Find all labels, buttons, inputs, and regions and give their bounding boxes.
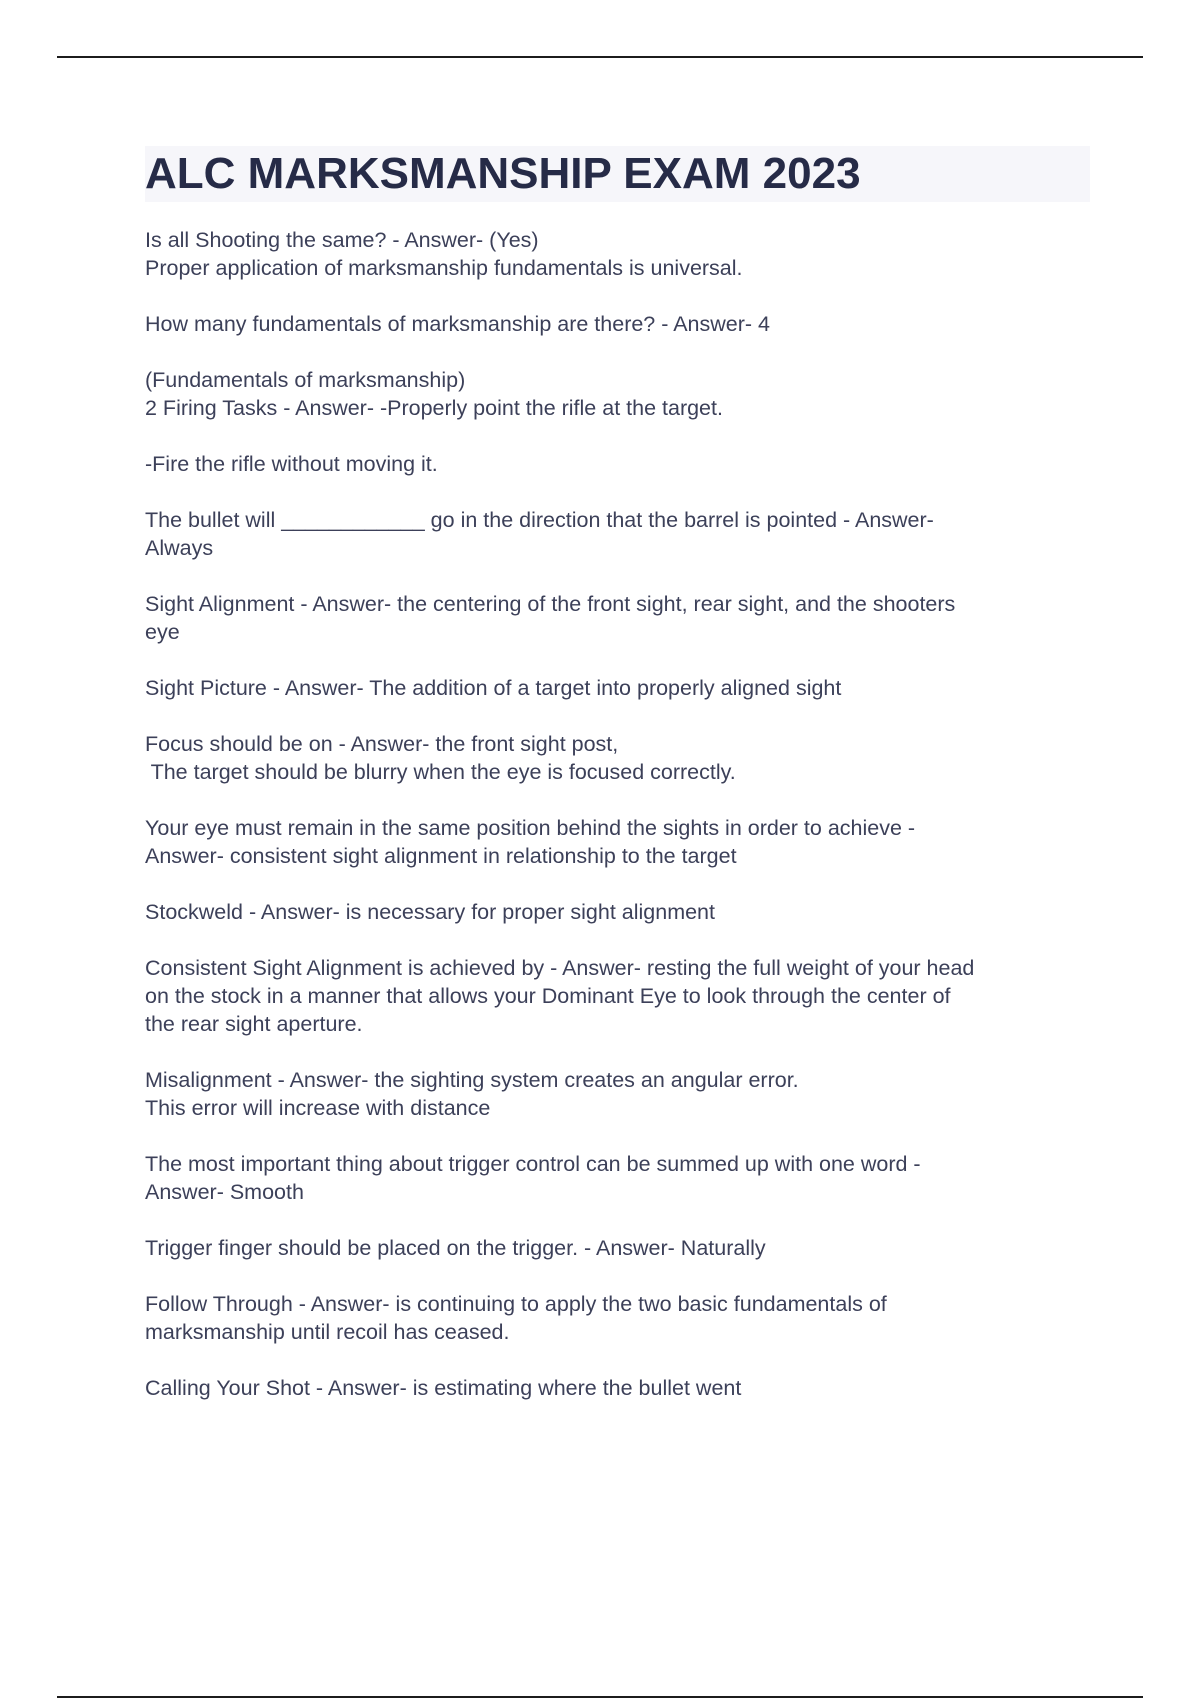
entry-line: Always	[145, 536, 214, 560]
qa-entry-9	[145, 814, 1090, 870]
entry-line: The bullet will ____________ go in the direction that the barrel is pointed - Answer-	[145, 508, 934, 532]
qa-entry-4	[145, 450, 1090, 478]
entry-line: (Fundamentals of marksmanship)	[145, 368, 466, 392]
title-band	[145, 146, 1090, 202]
qa-entry-14	[145, 1234, 1090, 1262]
entry-line: Consistent Sight Alignment is achieved by - Answer- resting the full weight of your head	[145, 956, 975, 980]
page-title: ALC MARKSMANSHIP EXAM 2023	[145, 149, 861, 198]
entry-line: Focus should be on - Answer- the front sight post,	[145, 732, 619, 756]
entry-line: Trigger finger should be placed on the trigger. - Answer- Naturally	[145, 1236, 766, 1260]
entry-line: Is all Shooting the same? - Answer- (Yes)	[145, 228, 539, 252]
qa-entry-15	[145, 1290, 1090, 1346]
qa-entry-12	[145, 1066, 1090, 1122]
entry-line: Sight Picture - Answer- The addition of a target into properly aligned sight	[145, 676, 842, 700]
entry-line: Sight Alignment - Answer- the centering of the front sight, rear sight, and the shooters	[145, 592, 956, 616]
entry-line: on the stock in a manner that allows your Dominant Eye to look through the center of	[145, 984, 951, 1008]
document-body	[145, 146, 1090, 1430]
entry-line: the rear sight aperture.	[145, 1012, 363, 1036]
bottom-rule	[57, 1696, 1143, 1698]
entry-line: Misalignment - Answer- the sighting system creates an angular error.	[145, 1068, 799, 1092]
qa-entry-1	[145, 226, 1090, 282]
entry-line: -Fire the rifle without moving it.	[145, 452, 438, 476]
entry-line: The most important thing about trigger control can be summed up with one word -	[145, 1152, 921, 1176]
entry-line: How many fundamentals of marksmanship are there? - Answer- 4	[145, 312, 770, 336]
entry-line: This error will increase with distance	[145, 1096, 491, 1120]
qa-entry-3	[145, 366, 1090, 422]
qa-entry-16	[145, 1374, 1090, 1402]
qa-entry-5	[145, 506, 1090, 562]
entry-line: 2 Firing Tasks - Answer- -Properly point the rifle at the target.	[145, 396, 723, 420]
entry-line: eye	[145, 620, 180, 644]
entry-line: Answer- consistent sight alignment in relationship to the target	[145, 844, 737, 868]
entry-line: Proper application of marksmanship fundamentals is universal.	[145, 256, 743, 280]
qa-entry-2	[145, 310, 1090, 338]
qa-entry-7	[145, 674, 1090, 702]
entry-line: Answer- Smooth	[145, 1180, 304, 1204]
entry-line: The target should be blurry when the eye is focused correctly.	[145, 760, 736, 784]
qa-entry-8	[145, 730, 1090, 786]
qa-entry-11	[145, 954, 1090, 1038]
entry-line: Calling Your Shot - Answer- is estimating where the bullet went	[145, 1376, 742, 1400]
entry-line: Stockweld - Answer- is necessary for proper sight alignment	[145, 900, 715, 924]
entry-line: Your eye must remain in the same position behind the sights in order to achieve -	[145, 816, 916, 840]
entry-line: Follow Through - Answer- is continuing to apply the two basic fundamentals of	[145, 1292, 887, 1316]
qa-entry-6	[145, 590, 1090, 646]
qa-entry-10	[145, 898, 1090, 926]
qa-entry-13	[145, 1150, 1090, 1206]
entry-line: marksmanship until recoil has ceased.	[145, 1320, 510, 1344]
top-rule	[57, 56, 1143, 58]
